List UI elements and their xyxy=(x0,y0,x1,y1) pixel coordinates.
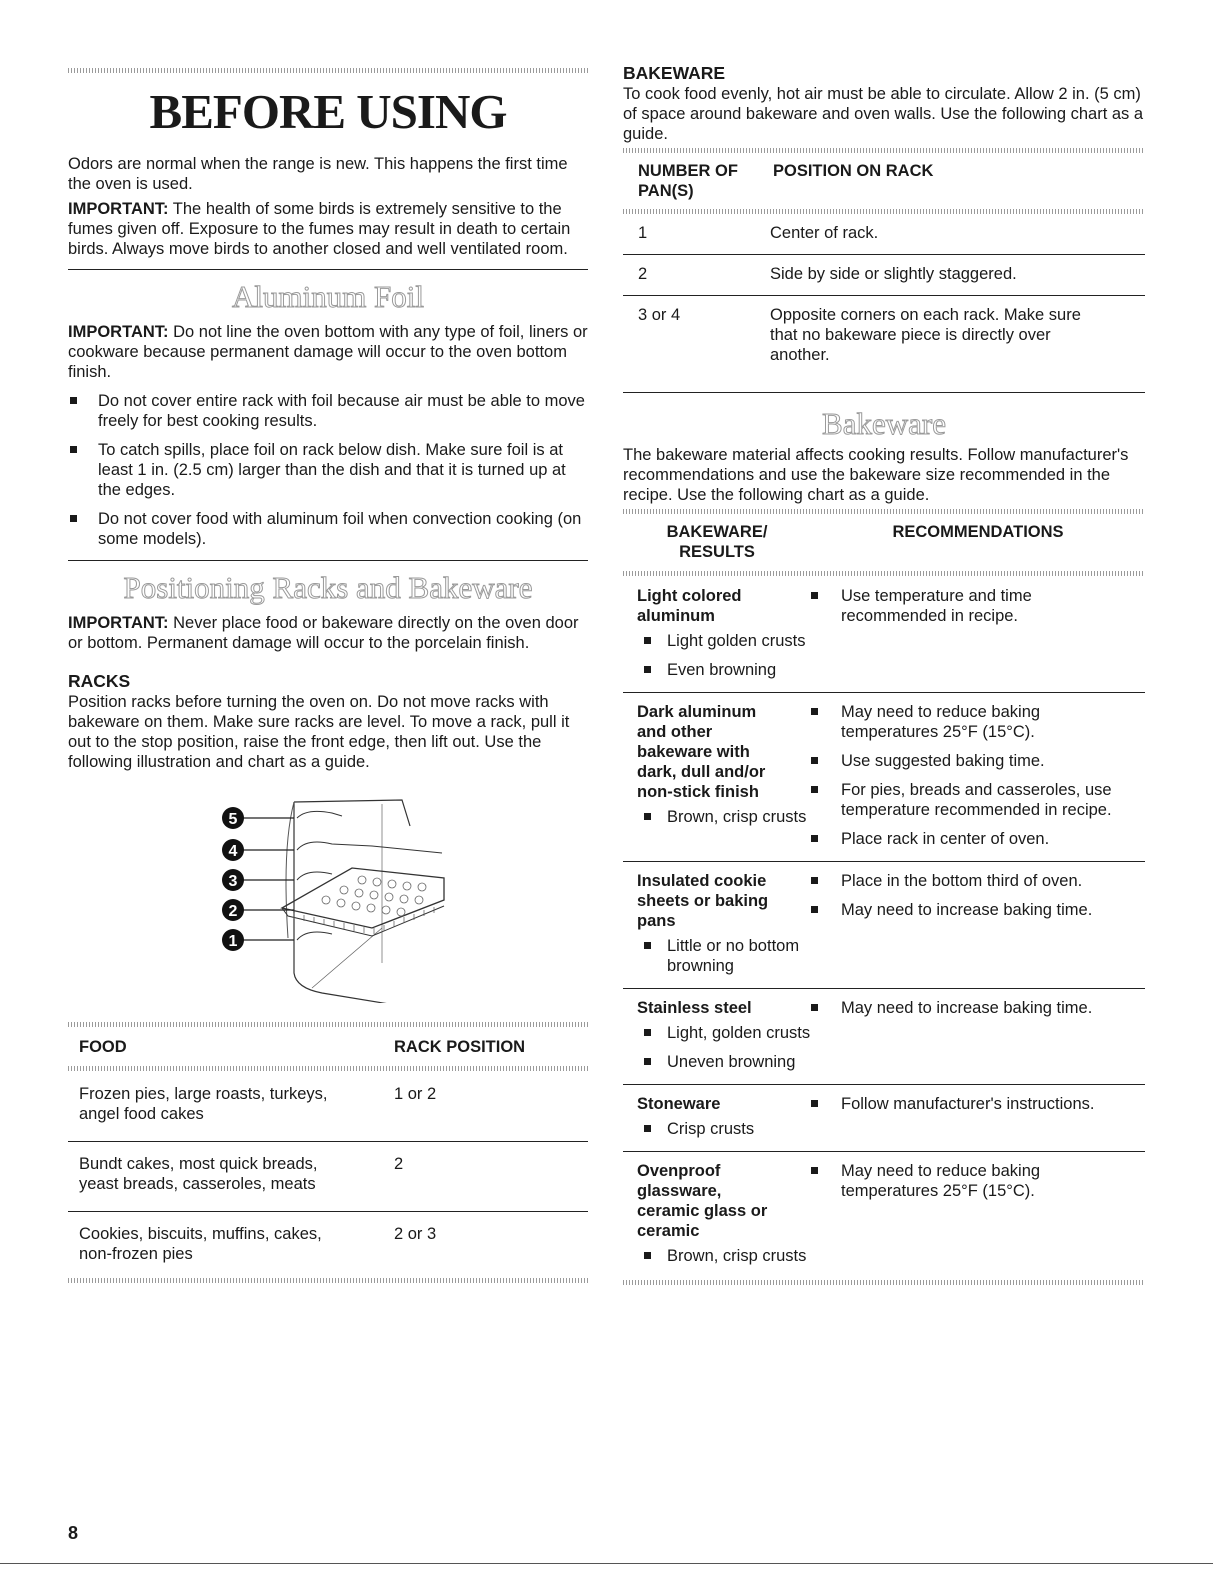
bottom-border xyxy=(0,1563,1213,1564)
list-item-text: May need to reduce baking temperatures 25°F (15°C). xyxy=(841,1162,1041,1200)
rack-position-cell: 1 or 2 xyxy=(394,1085,437,1103)
bakeware-table-body xyxy=(623,576,1145,1266)
list-item xyxy=(623,807,811,827)
pan-table-header xyxy=(623,161,1145,201)
foil-important-note: IMPORTANT: Do not line the oven bottom with any type of foil, liners or cookware because permanent damage will occur to the oven bottom finish. xyxy=(68,323,588,381)
list-item xyxy=(811,586,1141,626)
bullet-icon xyxy=(811,757,818,764)
pan-number-cell: 3 or 4 xyxy=(638,306,681,324)
list-item-text: May need to increase baking time. xyxy=(841,999,1093,1017)
list-item xyxy=(623,1246,811,1266)
recommendations-cell xyxy=(811,871,1145,976)
divider xyxy=(68,560,588,561)
section-heading-bakeware: Bakeware xyxy=(822,406,946,441)
list-item-text: Do not cover entire rack with foil because air must be able to move freely for best cooking results. xyxy=(98,392,585,430)
list-item-text: Use temperature and time recommended in recipe. xyxy=(841,587,1032,625)
food-cell: Cookies, biscuits, muffins, cakes, non-frozen pies xyxy=(79,1225,322,1263)
bakeware-name: Dark aluminum and other bakeware with dark, dull and/or non-stick finish xyxy=(637,703,766,801)
divider xyxy=(623,148,1145,153)
table-row xyxy=(623,576,1145,693)
bullet-icon xyxy=(811,1004,818,1011)
list-item-text: Follow manufacturer's instructions. xyxy=(841,1095,1095,1113)
list-item-text: For pies, breads and casseroles, use temperature recommended in recipe. xyxy=(841,781,1112,819)
list-item xyxy=(811,900,1141,920)
bakeware-results-cell xyxy=(623,1094,811,1139)
list-item xyxy=(623,631,811,651)
bakeware-results-cell xyxy=(623,1161,811,1266)
recommendations-cell xyxy=(811,702,1145,849)
bullet-icon xyxy=(811,592,818,599)
list-item-text: Place in the bottom third of oven. xyxy=(841,872,1083,890)
list-item-text: Brown, crisp crusts xyxy=(667,808,807,826)
bullet-icon xyxy=(811,708,818,715)
rack-table-body xyxy=(68,1071,588,1264)
list-item xyxy=(623,1052,811,1072)
list-item xyxy=(68,440,588,500)
table-row xyxy=(68,1071,588,1142)
bakeware-name: Ovenproof glassware, ceramic glass or ceramic xyxy=(637,1162,768,1240)
list-item xyxy=(811,702,1141,742)
divider xyxy=(68,68,588,73)
bullet-icon xyxy=(644,1125,651,1132)
positioning-important-note: IMPORTANT: Never place food or bakeware directly on the oven door or bottom. Permanent damage will occur to the porcelain finish. xyxy=(68,614,579,652)
rack-number: 5 xyxy=(228,811,238,828)
list-item xyxy=(811,1161,1141,1201)
rack-number: 4 xyxy=(228,843,238,860)
list-item-text: May need to increase baking time. xyxy=(841,901,1093,919)
list-item xyxy=(623,660,811,680)
list-item-text: To catch spills, place foil on rack below dish. Make sure foil is at least 1 in. (2.5 cm) larger than the dish and that it is turned up at the edges. xyxy=(98,441,566,499)
recommendations-list xyxy=(811,702,1145,849)
results-list xyxy=(623,1023,811,1072)
list-item-text: May need to reduce baking temperatures 25°F (15°C). xyxy=(841,703,1041,741)
header-bakeware-results: BAKEWARE/ RESULTS xyxy=(666,523,768,561)
bullet-icon xyxy=(70,446,77,453)
bullet-icon xyxy=(811,1100,818,1107)
racks-heading: RACKS xyxy=(68,671,131,691)
rack-table-header xyxy=(68,1037,588,1057)
bakeware-name: Light colored aluminum xyxy=(637,587,742,625)
divider xyxy=(623,1280,1145,1285)
recommendations-list xyxy=(811,998,1145,1018)
oven-rack-illustration xyxy=(222,788,522,1003)
list-item-text: Place rack in center of oven. xyxy=(841,830,1050,848)
pan-table-body xyxy=(623,214,1145,365)
list-item xyxy=(623,936,811,976)
racks-text: Position racks before turning the oven on. Do not move racks with bakeware on them. Make sure racks are level. To move a rack, pull it out to the stop position, raise the front edge, then lift out. Use the following illustration and chart as a guide. xyxy=(68,693,570,771)
food-cell: Frozen pies, large roasts, turkeys, angel food cakes xyxy=(79,1085,328,1123)
divider xyxy=(68,1278,588,1283)
recommendations-cell xyxy=(811,1094,1145,1139)
list-item xyxy=(811,871,1141,891)
left-column xyxy=(68,0,588,1283)
list-item xyxy=(811,829,1141,849)
recommendations-cell xyxy=(811,998,1145,1072)
recommendations-cell xyxy=(811,1161,1145,1266)
header-rack-position: RACK POSITION xyxy=(394,1038,526,1056)
section-heading-positioning: Positioning Racks and Bakeware xyxy=(123,570,533,605)
bullet-icon xyxy=(644,1029,651,1036)
header-recommendations: RECOMMENDATIONS xyxy=(892,523,1064,541)
pan-position-cell: Side by side or slightly staggered. xyxy=(770,265,1017,283)
results-list xyxy=(623,631,811,680)
list-item-text: Uneven browning xyxy=(667,1053,796,1071)
bakeware-results-cell xyxy=(623,998,811,1072)
table-row xyxy=(623,1085,1145,1152)
bakeware-results-cell xyxy=(623,702,811,849)
rack-position-cell: 2 or 3 xyxy=(394,1225,437,1243)
bullet-icon xyxy=(644,666,651,673)
recommendations-cell xyxy=(811,586,1145,680)
results-list xyxy=(623,1246,811,1266)
pan-number-cell: 2 xyxy=(638,265,648,283)
list-item-text: Light golden crusts xyxy=(667,632,806,650)
bullet-icon xyxy=(644,1058,651,1065)
table-row xyxy=(68,1212,588,1264)
table-row xyxy=(623,989,1145,1085)
results-list xyxy=(623,807,811,827)
divider xyxy=(68,269,588,270)
list-item-text: Do not cover food with aluminum foil when convection cooking (on some models). xyxy=(98,510,582,548)
list-item-text: Even browning xyxy=(667,661,777,679)
recommendations-list xyxy=(811,871,1145,920)
bakeware-name: Stainless steel xyxy=(637,999,752,1017)
pan-position-cell: Opposite corners on each rack. Make sure that no bakeware piece is directly over another. xyxy=(770,306,1081,364)
bakeware-heading: BAKEWARE xyxy=(623,63,726,83)
list-item xyxy=(68,509,588,549)
results-list xyxy=(623,936,811,976)
divider xyxy=(68,1022,588,1027)
recommendations-list xyxy=(811,1094,1145,1114)
bakeware-material-text: The bakeware material affects cooking results. Follow manufacturer's recommendations and use the bakeware size recommended in the recipe. Use the following chart as a guide. xyxy=(623,446,1129,504)
table-row xyxy=(623,862,1145,989)
results-list xyxy=(623,1119,811,1139)
bakeware-results-cell xyxy=(623,586,811,680)
list-item xyxy=(623,1119,811,1139)
section-heading-aluminum-foil: Aluminum Foil xyxy=(231,279,425,314)
list-item-text: Little or no bottom browning xyxy=(667,937,800,975)
bakeware-text: To cook food evenly, hot air must be able to circulate. Allow 2 in. (5 cm) of space around bakeware and oven walls. Use the following chart as a guide. xyxy=(623,85,1144,143)
bullet-icon xyxy=(644,637,651,644)
table-row xyxy=(623,296,1145,365)
bullet-icon xyxy=(811,877,818,884)
list-item xyxy=(68,391,588,431)
pan-position-cell: Center of rack. xyxy=(770,224,879,242)
bullet-icon xyxy=(811,906,818,913)
list-item xyxy=(811,751,1141,771)
rack-number: 3 xyxy=(228,873,238,890)
bullet-icon xyxy=(70,515,77,522)
rack-number: 2 xyxy=(228,903,238,920)
bullet-icon xyxy=(644,1252,651,1259)
bullet-icon xyxy=(644,813,651,820)
right-column xyxy=(623,0,1145,1285)
rack-number: 1 xyxy=(228,933,238,950)
header-food: FOOD xyxy=(79,1038,127,1056)
pan-number-cell: 1 xyxy=(638,224,648,242)
recommendations-list xyxy=(811,1161,1145,1201)
bullet-icon xyxy=(644,942,651,949)
table-row xyxy=(623,214,1145,255)
rack-position-cell: 2 xyxy=(394,1155,404,1173)
bullet-icon xyxy=(811,786,818,793)
bullet-icon xyxy=(811,835,818,842)
divider xyxy=(623,392,1145,393)
important-note: IMPORTANT: The health of some birds is extremely sensitive to the fumes given off. Exposure to the fumes may result in death to certain birds. Always move birds to another closed and well ventilated room. xyxy=(68,200,571,258)
page-title: BEFORE USING xyxy=(149,84,507,139)
table-row xyxy=(623,1152,1145,1266)
intro-text: Odors are normal when the range is new. This happens the first time the oven is used. xyxy=(68,155,568,193)
bakeware-name: Insulated cookie sheets or baking pans xyxy=(637,872,769,930)
table-row xyxy=(68,1142,588,1212)
table-row xyxy=(623,255,1145,296)
bakeware-table-header xyxy=(623,522,1145,562)
divider xyxy=(623,509,1145,514)
bakeware-results-cell xyxy=(623,871,811,976)
table-row xyxy=(623,693,1145,862)
food-cell: Bundt cakes, most quick breads, yeast breads, casseroles, meats xyxy=(79,1155,318,1193)
foil-bullet-list xyxy=(68,391,588,549)
recommendations-list xyxy=(811,586,1145,626)
list-item xyxy=(623,1023,811,1043)
list-item xyxy=(811,1094,1141,1114)
bullet-icon xyxy=(811,1167,818,1174)
list-item-text: Light, golden crusts xyxy=(667,1024,811,1042)
list-item xyxy=(811,780,1141,820)
header-position-on-rack: POSITION ON RACK xyxy=(773,162,934,180)
list-item xyxy=(811,998,1141,1018)
list-item-text: Crisp crusts xyxy=(667,1120,755,1138)
bullet-icon xyxy=(70,397,77,404)
bakeware-name: Stoneware xyxy=(637,1095,721,1113)
list-item-text: Use suggested baking time. xyxy=(841,752,1045,770)
page-number: 8 xyxy=(68,1523,79,1543)
list-item-text: Brown, crisp crusts xyxy=(667,1247,807,1265)
header-number-of-pans: NUMBER OF PAN(S) xyxy=(638,162,738,200)
